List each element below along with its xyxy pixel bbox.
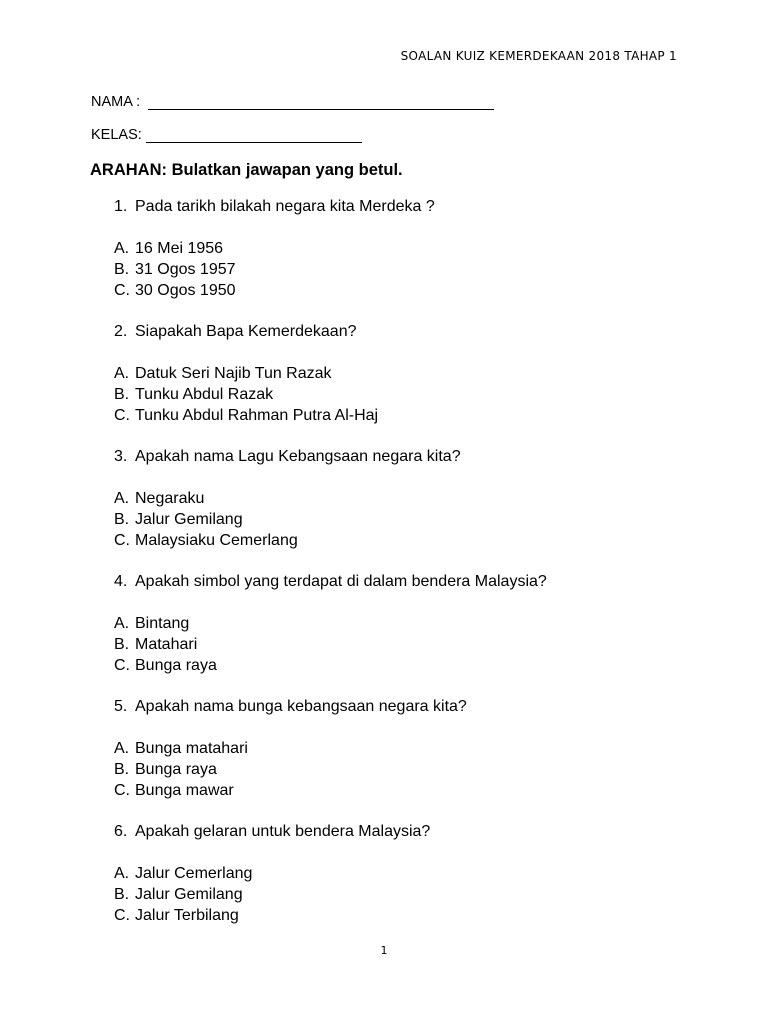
option-a: [114, 363, 734, 384]
question-stem: Apakah nama Lagu Kebangsaan negara kita?: [135, 448, 461, 465]
option-a: [114, 613, 734, 634]
question-number: 4.: [114, 573, 128, 590]
name-label: NAMA :: [91, 94, 141, 110]
option-letter: C.: [114, 407, 130, 424]
question-6: [114, 822, 734, 947]
option-c: [114, 905, 734, 926]
class-blank-line: [146, 130, 362, 143]
class-label: KELAS:: [91, 127, 142, 143]
option-text: Matahari: [135, 636, 198, 653]
option-text: Tunku Abdul Rahman Putra Al-Haj: [135, 407, 379, 424]
option-text: Bunga raya: [135, 657, 217, 674]
option-letter: B.: [114, 511, 130, 528]
option-text: Jalur Gemilang: [135, 886, 243, 903]
option-list: [114, 238, 734, 301]
option-text: Bunga matahari: [135, 740, 248, 757]
question-number: 1.: [114, 198, 128, 215]
question-number: 2.: [114, 323, 128, 340]
option-list: [114, 488, 734, 551]
option-text: 16 Mei 1956: [135, 240, 224, 257]
question-4: [114, 572, 734, 697]
option-text: Jalur Cemerlang: [135, 865, 253, 882]
option-text: Jalur Gemilang: [135, 511, 243, 528]
option-text: 30 Ogos 1950: [135, 282, 236, 299]
option-letter: B.: [114, 386, 130, 403]
page-number: 1: [380, 944, 388, 957]
question-text: [114, 697, 734, 717]
option-letter: B.: [114, 261, 130, 278]
option-b: [114, 384, 734, 405]
question-text: [114, 197, 734, 217]
question-2: [114, 322, 734, 447]
question-list: [114, 197, 734, 947]
option-a: [114, 863, 734, 884]
option-b: [114, 259, 734, 280]
option-text: Datuk Seri Najib Tun Razak: [135, 365, 332, 382]
option-text: Tunku Abdul Razak: [135, 386, 274, 403]
option-letter: B.: [114, 886, 130, 903]
option-c: [114, 655, 734, 676]
option-c: [114, 405, 734, 426]
option-letter: A.: [114, 865, 130, 882]
question-5: [114, 697, 734, 822]
question-stem: Apakah simbol yang terdapat di dalam bendera Malaysia?: [135, 573, 547, 590]
option-letter: B.: [114, 761, 130, 778]
page-header: SOALAN KUIZ KEMERDEKAAN 2018 TAHAP 1: [400, 49, 677, 63]
question-1: [114, 197, 734, 322]
option-c: [114, 780, 734, 801]
question-stem: Apakah nama bunga kebangsaan negara kita?: [135, 698, 467, 715]
option-a: [114, 488, 734, 509]
option-list: [114, 863, 734, 926]
option-letter: A.: [114, 490, 130, 507]
option-text: Bintang: [135, 615, 190, 632]
option-letter: B.: [114, 636, 130, 653]
option-list: [114, 738, 734, 801]
option-letter: A.: [114, 615, 130, 632]
instruction-text: ARAHAN: Bulatkan jawapan yang betul.: [90, 161, 403, 179]
question-text: [114, 447, 734, 467]
option-b: [114, 759, 734, 780]
option-c: [114, 530, 734, 551]
option-text: Bunga raya: [135, 761, 217, 778]
option-letter: A.: [114, 240, 130, 257]
option-text: Jalur Terbilang: [135, 907, 239, 924]
name-field: [91, 94, 494, 110]
option-letter: A.: [114, 365, 130, 382]
question-stem: Pada tarikh bilakah negara kita Merdeka ?: [135, 198, 435, 215]
question-text: [114, 322, 734, 342]
question-stem: Siapakah Bapa Kemerdekaan?: [135, 323, 357, 340]
option-letter: C.: [114, 532, 130, 549]
option-letter: C.: [114, 782, 130, 799]
question-stem: Apakah gelaran untuk bendera Malaysia?: [135, 823, 431, 840]
option-letter: C.: [114, 657, 130, 674]
name-blank-line: [148, 97, 494, 110]
option-list: [114, 363, 734, 426]
question-number: 5.: [114, 698, 128, 715]
option-text: Negaraku: [135, 490, 205, 507]
option-a: [114, 238, 734, 259]
option-letter: C.: [114, 282, 130, 299]
option-letter: A.: [114, 740, 130, 757]
option-letter: C.: [114, 907, 130, 924]
class-field: [91, 127, 362, 143]
option-list: [114, 613, 734, 676]
option-text: Bunga mawar: [135, 782, 234, 799]
option-b: [114, 634, 734, 655]
question-number: 3.: [114, 448, 128, 465]
option-b: [114, 884, 734, 905]
option-c: [114, 280, 734, 301]
question-3: [114, 447, 734, 572]
option-a: [114, 738, 734, 759]
question-text: [114, 822, 734, 842]
question-text: [114, 572, 734, 592]
option-text: 31 Ogos 1957: [135, 261, 236, 278]
option-b: [114, 509, 734, 530]
question-number: 6.: [114, 823, 128, 840]
option-text: Malaysiaku Cemerlang: [135, 532, 298, 549]
